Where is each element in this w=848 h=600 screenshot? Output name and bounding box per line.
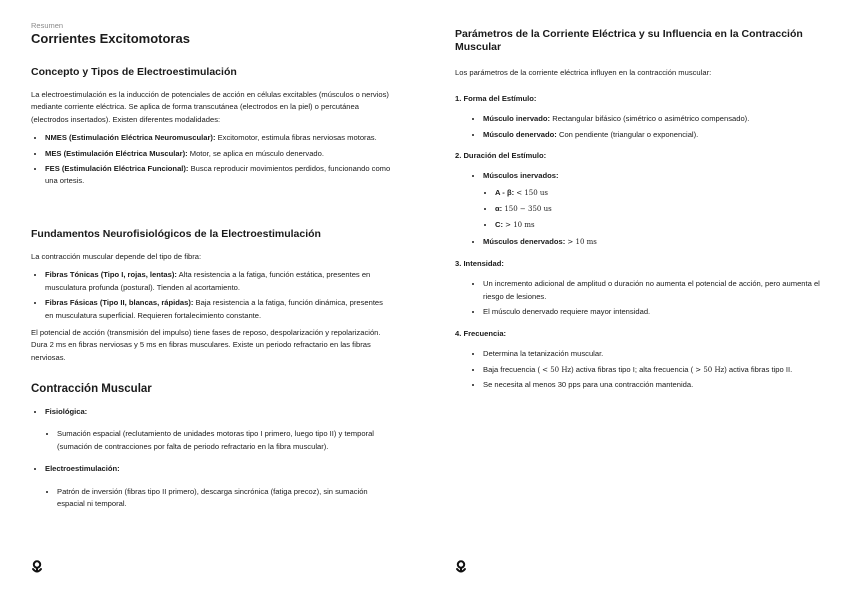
parameter-label: 3. Intensidad: <box>455 259 504 269</box>
list-item <box>495 203 823 215</box>
section-heading: Fundamentos Neurofisiológicos de la Electroestimulación <box>31 228 321 240</box>
list-item-term: Músculo denervado: <box>483 129 557 139</box>
list-item <box>45 406 393 418</box>
list-item <box>45 463 393 475</box>
list-item-term: Músculo inervado: <box>483 114 551 124</box>
list-item <box>45 297 393 322</box>
list-item <box>495 187 823 199</box>
list-item-term: Electroestimulación: <box>45 464 120 474</box>
list-item-term: C: <box>495 220 504 230</box>
forma-list <box>455 113 823 141</box>
math-value: > 50 Hz <box>695 365 725 374</box>
page-title: Corrientes Excitomotoras <box>31 31 190 46</box>
list-item <box>495 219 823 231</box>
list-item: • El músculo denervado requiere mayor intensidad. <box>483 306 823 318</box>
section-concepto <box>31 66 393 191</box>
list-item-term: Fisiológica: <box>45 407 88 416</box>
math-value: > 10 ms <box>567 237 597 246</box>
list-item: • Determina la tetanización muscular. <box>483 348 823 360</box>
list-item-text: Alta resistencia a la fatiga, función estática, presentes en musculatura profunda (postural). Tienden al acortamiento. <box>45 270 371 292</box>
list-item <box>45 163 393 188</box>
list-item <box>483 129 823 141</box>
brand-logo-icon <box>455 560 467 574</box>
list-item-text: Baja resistencia a la fatiga, función dinámica, presentes en musculatura superficial. Requieren fortalecimiento constante. <box>45 298 383 320</box>
section-paragraph: La electroestimulación es la inducción de potenciales de acción en células excitables (músculos o nervios) mediante corriente eléctrica. Se aplica de forma transcutánea (electrodos en la piel) o percutánea (electrodos insertados). Existen diferentes modalidades: <box>31 90 389 124</box>
modalidades-list <box>31 132 393 188</box>
list-item-text: Motor, se aplica en músculo denervado. <box>187 148 324 158</box>
list-item <box>483 236 823 248</box>
section-heading: Parámetros de la Corriente Eléctrica y su Influencia en la Contracción Muscular <box>455 28 803 53</box>
list-item: • Un incremento adicional de amplitud o duración no aumenta el potencial de acción, pero aumenta el riesgo de lesiones. <box>483 278 823 303</box>
list-item: • Patrón de inversión (fibras tipo II primero), descarga sincrónica (fatiga precoz), sin sumación espacial ni temporal. <box>57 486 393 511</box>
section-heading: Contracción Muscular <box>31 383 152 395</box>
sublist <box>31 428 393 453</box>
left-page-header <box>31 21 393 47</box>
section-heading: Concepto y Tipos de Electroestimulación <box>31 66 237 78</box>
list-item <box>483 113 823 125</box>
parameter-label: 1. Forma del Estímulo: <box>455 94 537 104</box>
list-item-text: Con pendiente (triangular o exponencial). <box>556 129 699 139</box>
section-contraccion <box>31 382 393 513</box>
sublist <box>31 486 393 511</box>
right-page <box>424 0 848 600</box>
list-item-text: ) activa fibras tipo I; alta frecuencia ( <box>571 364 694 374</box>
eyebrow-label: Resumen <box>31 21 64 30</box>
intensidad-list <box>455 278 823 318</box>
math-value: 150 − 350 us <box>504 205 552 214</box>
list-item-text: Rectangular bifásico (simétrico o asimétrico compensado). <box>550 114 750 124</box>
list-item-term: NMES (Estimulación Eléctrica Neuromuscular): <box>45 133 216 143</box>
math-value: > 10 ms <box>505 221 535 230</box>
section-fundamentos <box>31 228 393 364</box>
fibras-list <box>31 269 393 322</box>
contraccion-list <box>31 463 393 475</box>
section-intro: La contracción muscular depende del tipo de fibra: <box>31 252 202 261</box>
parameter-label: 4. Frecuencia: <box>455 329 507 339</box>
duracion-list <box>455 236 823 248</box>
list-item-text: ) activa fibras tipo II. <box>724 364 793 374</box>
list-item-term: FES (Estimulación Eléctrica Funcional): <box>45 164 189 174</box>
math-value: < 150 us <box>516 188 549 197</box>
list-item-text: Busca reproducir movimientos perdidos, funcionando como una ortesis. <box>45 164 391 186</box>
list-item-term: MES (Estimulación Eléctrica Muscular): <box>45 148 188 158</box>
brand-logo-icon <box>31 560 43 574</box>
list-item-term: Músculos denervados: <box>483 236 566 246</box>
section-intro: Los parámetros de la corriente eléctrica influyen en la contracción muscular: <box>455 68 712 77</box>
list-item <box>45 148 393 160</box>
list-item-term: α: <box>495 204 503 214</box>
parameter-label: 2. Duración del Estímulo: <box>455 151 547 161</box>
list-item: • Sumación espacial (reclutamiento de unidades motoras tipo I primero, luego tipo II) y temporal (sumación de contracciones por falta de periodo refractario en la fibra muscular). <box>57 428 393 453</box>
list-item <box>45 269 393 294</box>
section-paragraph: El potencial de acción (transmisión del impulso) tiene fases de reposo, despolarización y repolarización. Dura 2 ms en fibras nerviosas y 5 ms en fibras musculares. Existe un periodo refractario en las fibras nerviosas. <box>31 328 381 362</box>
list-item-term: A - β: <box>495 187 515 197</box>
frecuencia-list <box>455 348 823 391</box>
list-item-text: Baja frecuencia ( <box>483 364 540 374</box>
list-item-term: Fibras Fásicas (Tipo II, blancas, rápidas): <box>45 298 194 308</box>
math-value: < 50 Hz <box>542 365 572 374</box>
duracion-list <box>455 170 823 182</box>
duracion-sublist <box>455 187 823 232</box>
list-item-term: Fibras Tónicas (Tipo I, rojas, lentas): <box>45 270 177 280</box>
list-item <box>45 132 393 144</box>
list-item <box>483 170 823 182</box>
contraccion-list <box>31 406 393 418</box>
list-item <box>483 364 823 376</box>
list-item-term: Músculos inervados: <box>483 171 559 181</box>
list-item: • Se necesita al menos 30 pps para una contracción mantenida. <box>483 379 823 391</box>
section-parametros <box>455 28 823 395</box>
list-item-text: Excitomotor, estimula fibras nerviosas motoras. <box>215 133 377 143</box>
